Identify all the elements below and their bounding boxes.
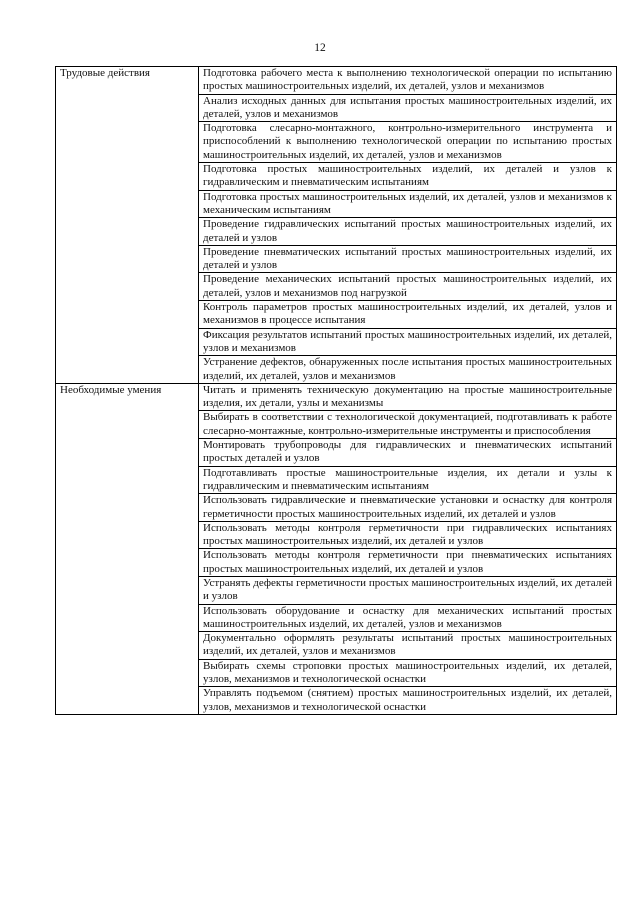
table-cell: Проведение гидравлических испытаний простых машиностроительных изделий, их деталей и узлов — [199, 218, 617, 246]
table-row — [56, 383, 617, 411]
requirements-table — [55, 66, 617, 715]
page-number: 12 — [314, 42, 326, 54]
table-cell: Выбирать схемы строповки простых машиностроительных изделий, их деталей, узлов, механизмов и технологической оснастки — [199, 659, 617, 687]
table-cell: Подготавливать простые машиностроительные изделия, их детали и узлы к гидравлическим и пневматическим испытаниям — [199, 466, 617, 494]
table-cell: Читать и применять техническую документацию на простые машиностроительные изделия, их детали, узлы и механизмы — [199, 383, 617, 411]
table-cell: Подготовка рабочего места к выполнению технологической операции по испытанию простых машиностроительных изделий, их деталей, узлов и механизмов — [199, 67, 617, 95]
table-cell: Подготовка простых машиностроительных изделий, их деталей, узлов и механизмов к механическим испытаниям — [199, 190, 617, 218]
table-cell: Документально оформлять результаты испытаний простых машиностроительных изделий, их деталей, узлов и механизмов — [199, 632, 617, 660]
section-label-labor-actions: Трудовые действия — [56, 67, 199, 384]
table-cell: Анализ исходных данных для испытания простых машиностроительных изделий, их деталей, узлов и механизмов — [199, 94, 617, 122]
table-cell: Проведение механических испытаний простых машиностроительных изделий, их деталей, узлов и механизмов под нагрузкой — [199, 273, 617, 301]
table-cell: Фиксация результатов испытаний простых машиностроительных изделий, их деталей, узлов и механизмов — [199, 328, 617, 356]
requirements-table-body — [56, 67, 617, 715]
table-cell: Управлять подъемом (снятием) простых машиностроительных изделий, их деталей, узлов, механизмов и технологической оснастки — [199, 687, 617, 715]
table-cell: Подготовка слесарно-монтажного, контрольно-измерительного инструмента и приспособлений к выполнению технологической операции по испытанию простых машиностроительных изделий, их деталей, узлов и механизмов — [199, 122, 617, 163]
table-cell: Использовать методы контроля герметичности при пневматических испытаниях простых машиностроительных изделий, их деталей и узлов — [199, 549, 617, 577]
table-cell: Устранение дефектов, обнаруженных после испытания простых машиностроительных изделий, их деталей, узлов и механизмов — [199, 356, 617, 384]
table-row — [56, 67, 617, 95]
table-cell: Проведение пневматических испытаний простых машиностроительных изделий, их деталей и узлов — [199, 245, 617, 273]
section-label-required-skills: Необходимые умения — [56, 383, 199, 714]
table-cell: Монтировать трубопроводы для гидравлических и пневматических испытаний простых деталей и узлов — [199, 439, 617, 467]
table-cell: Контроль параметров простых машиностроительных изделий, их деталей, узлов и механизмов в процессе испытания — [199, 301, 617, 329]
table-cell: Подготовка простых машиностроительных изделий, их деталей и узлов к гидравлическим и пневматическим испытаниям — [199, 163, 617, 191]
table-cell: Использовать оборудование и оснастку для механических испытаний простых машиностроительных изделий, их деталей, узлов и механизмов — [199, 604, 617, 632]
table-cell: Выбирать в соответствии с технологической документацией, подготавливать к работе слесарно-монтажные, контрольно-измерительные инструменты и приспособления — [199, 411, 617, 439]
table-cell: Использовать гидравлические и пневматические установки и оснастку для контроля герметичности простых машиностроительных изделий, их деталей и узлов — [199, 494, 617, 522]
table-cell: Устранять дефекты герметичности простых машиностроительных изделий, их деталей и узлов — [199, 576, 617, 604]
table-cell: Использовать методы контроля герметичности при гидравлических испытаниях простых машиностроительных изделий, их деталей и узлов — [199, 521, 617, 549]
